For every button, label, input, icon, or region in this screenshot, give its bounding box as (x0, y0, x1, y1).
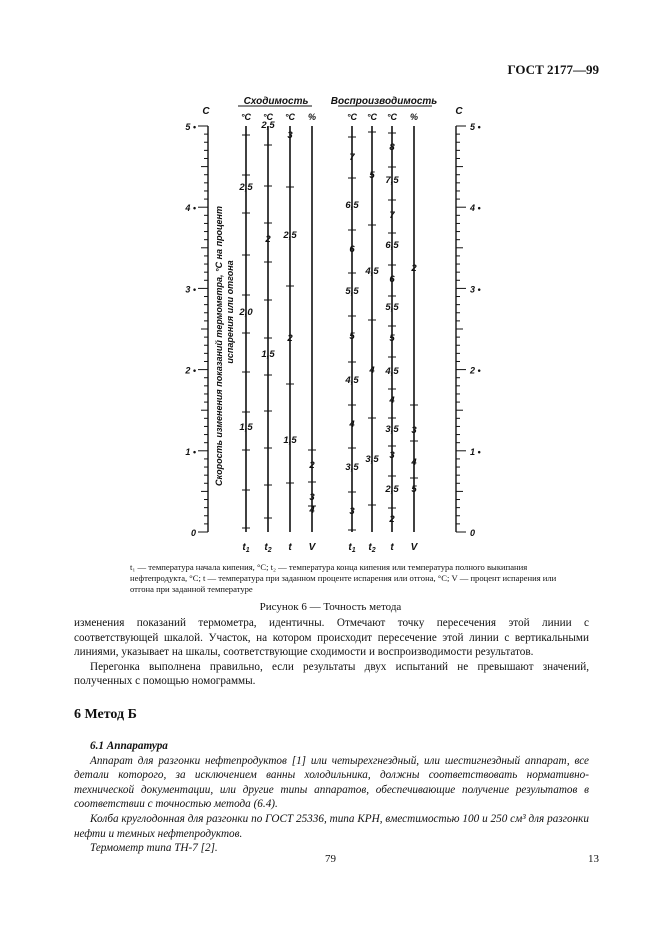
nomogram-value-label: 5 (349, 331, 355, 342)
nomogram-value-label: 2,5 (283, 230, 297, 241)
nomogram-value-label: 5 (411, 484, 417, 495)
body-paragraphs-2 (74, 739, 589, 856)
column-unit: °С (284, 112, 296, 122)
nomogram-value-label: 4 (389, 395, 395, 406)
left-scale-label: 4 • (185, 203, 196, 214)
nomogram-value-label: 4 (349, 419, 355, 430)
nomogram-value-label: 2,0 (239, 307, 253, 318)
column-bottom-label: V (308, 542, 316, 553)
column-bottom-label: V (410, 542, 418, 553)
nomogram-value-label: 4,5 (385, 366, 399, 377)
nomogram-value-label: 1,5 (261, 349, 275, 360)
column-unit: °С (346, 112, 358, 122)
paragraph-flask: Колба круглодонная для разгонки по ГОСТ 25336, типа КРН, вместимостью 100 и 250 см³ для разгонки нефти и темных нефтепродуктов. (74, 812, 589, 840)
nomogram-value-label: 8 (389, 142, 395, 153)
nomogram-value-label: 3 (389, 450, 395, 461)
paragraph-conclusion: Перегонка выполнена правильно, если результаты двух испытаний не превышают значений, полученных с помощью номограммы. (74, 660, 589, 688)
column-unit: °С (262, 112, 274, 122)
paragraph-thermometer: Термометр типа ТН-7 [2]. (90, 842, 218, 855)
nomogram-value-label: 3,5 (365, 454, 379, 465)
nomogram-value-label: 5,5 (345, 286, 359, 297)
nomogram-value-label: 2 (265, 234, 271, 245)
nomogram-value-label: 2,5 (261, 120, 275, 131)
nomogram-value-label: 2,5 (385, 484, 399, 495)
figure-legend: t₁ — температура начала кипения, °С; t₂ — температура конца кипения или температура полного выкипания нефтепродукта, °С; t — температура при заданном проценте испарения или отгона, °С; V — процент испарения или отгона при заданной температуре (130, 562, 557, 594)
column-unit: °С (366, 112, 378, 122)
nomogram-value-label: 7 (389, 210, 395, 221)
column-unit: % (307, 112, 317, 122)
vertical-axis-label: Скорость изменения показаний термометра, °С на процент (214, 206, 224, 486)
nomogram-value-label: 4,5 (365, 266, 379, 277)
column-bottom-label: $t_2$ (264, 542, 272, 554)
nomogram-value-label: 1,5 (239, 422, 253, 433)
left-scale-label: 5 • (185, 122, 196, 132)
column-bottom-label: t (390, 542, 394, 553)
nomogram-value-label: 3,5 (385, 424, 399, 435)
column-unit: °С (386, 112, 398, 122)
column-unit: % (409, 112, 419, 122)
nomogram-value-label: 7,5 (385, 175, 399, 186)
right-scale-label: 3 • (470, 284, 481, 295)
section-title: 6 Метод Б (74, 707, 137, 722)
right-scale-label: 0 (470, 528, 476, 538)
nomogram-value-label: 6 (389, 274, 395, 285)
right-scale-unit: С (455, 106, 463, 117)
nomogram-value-label: 4 (411, 457, 417, 468)
nomogram-value-label: 1,5 (283, 435, 297, 446)
nomogram-value-label: 4,5 (345, 375, 359, 386)
left-scale-label: 0 (190, 528, 196, 538)
nomogram-value-label: 2 (309, 460, 315, 471)
nomogram-value-label: 2 (389, 514, 395, 525)
nomogram-value-label: 6,5 (345, 200, 359, 211)
column-bottom-label: $t_1$ (242, 542, 250, 554)
nomogram-value-label: 3 (411, 425, 417, 436)
nomogram-value-label: 3 (349, 506, 355, 517)
nomogram-value-label: 5 (389, 333, 395, 344)
paragraph-continuation: изменения показаний термометра, идентичны. Отмечают точку пересечения этой линии с соответствующей шкалой. Участок, на котором происходит пересечение этой линии с вертикальными линиями, указывает на шкалы, соответствующие сходимости и воспроизводимости результатов. (74, 617, 589, 659)
body-paragraphs-1 (74, 616, 589, 689)
nomogram-value-label: 3 (309, 492, 315, 503)
nomogram-value-label: 3,5 (345, 462, 359, 473)
left-scale-label: 3 • (185, 284, 196, 295)
nomogram-value-label: 2,5 (239, 182, 253, 193)
subsection-title: 6.1 Аппаратура (90, 740, 168, 752)
nomogram-value-label: 6 (349, 244, 355, 255)
vertical-axis-label-2: испарения или отгона (225, 260, 235, 364)
nomogram-value-label: 5,5 (385, 302, 399, 313)
nomogram-value-label: 6,5 (385, 240, 399, 251)
nomogram-value-label: 4 (369, 365, 375, 376)
right-scale-label: 4 • (470, 203, 481, 214)
group-title-convergence: Сходимость (243, 96, 309, 107)
column-bottom-label: t (288, 542, 292, 553)
page-number-center: 79 (325, 853, 336, 865)
column-bottom-label: $t_1$ (348, 542, 356, 554)
paragraph-apparatus: Аппарат для разгонки нефтепродуктов [1] или четырехгнездный, или шестигнездный аппарат, все детали которого, за исключением ванны холодильника, должны соответствовать нормативно-технической документации, или другие типы аппаратов, обеспечивающие получение результатов в соответствии с точностью метода (6.4). (74, 754, 589, 811)
nomogram-value-label: 5 (369, 170, 375, 181)
right-scale-label: 1 • (470, 446, 481, 457)
right-scale-label: 2 • (470, 365, 481, 376)
left-scale-unit: С (202, 106, 210, 117)
nomogram-value-label: 2 (287, 333, 293, 344)
left-scale-label: 2 • (185, 365, 196, 376)
left-scale-label: 1 • (185, 446, 196, 457)
nomogram-value-label: 7 (349, 152, 355, 163)
right-scale-label: 5 • (470, 122, 481, 132)
standard-header: ГОСТ 2177—99 (507, 62, 599, 77)
nomogram-value-label: 2 (411, 263, 417, 274)
column-bottom-label: $t_2$ (368, 542, 376, 554)
column-unit: °С (240, 112, 252, 122)
nomogram-value-label: 3 (287, 130, 293, 141)
nomogram-value-label: 4 (309, 505, 315, 516)
figure-caption: Рисунок 6 — Точность метода (259, 601, 402, 613)
page-number-right: 13 (588, 853, 599, 865)
group-title-reproducibility: Воспроизводимость (330, 96, 438, 107)
